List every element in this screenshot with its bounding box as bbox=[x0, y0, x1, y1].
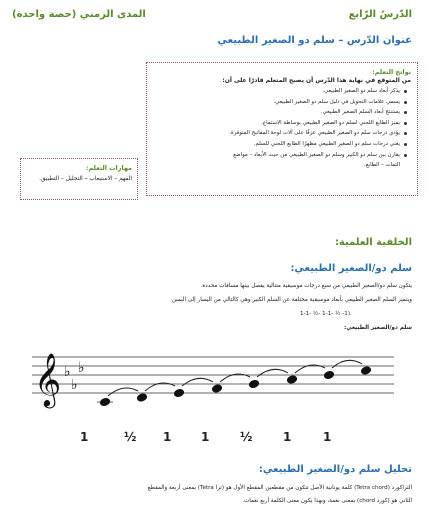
interval-steps bbox=[0, 430, 428, 446]
scale-notes bbox=[99, 365, 372, 407]
svg-text:♭: ♭ bbox=[78, 360, 85, 376]
interval-step: ½ bbox=[124, 430, 137, 444]
skills-heading: مهارات التعلم: bbox=[85, 164, 132, 172]
background-para1: يتكون سلم دو/الصغير الطبيعي من سبع درجات موسيقية متتالية يفصل بينها مسافات محددة. bbox=[200, 283, 412, 289]
interval-step: 1 bbox=[80, 430, 89, 444]
learning-skills-box bbox=[20, 158, 138, 200]
background-para2: ويتميز السلم الصغير الطبيعي بأبعاد موسيقية مختلفة عن السلم الكبير وهي كالتالي من اليسار إلى اليمين bbox=[171, 297, 412, 303]
interval-step: 1 bbox=[163, 430, 172, 444]
skills-text: الفهم – الاستيعاب – التحليل – التطبيق. bbox=[39, 176, 132, 182]
svg-text:♭: ♭ bbox=[64, 364, 71, 380]
outcome-item: يقارن بين سلم دو الكبير وسلم دو الصغير الطبيعي من حيث الأبعاد – مواضع bbox=[147, 150, 407, 161]
background-heading: الخلفية العلمية: bbox=[334, 237, 412, 248]
outcomes-heading: نواتج التعلم: bbox=[372, 68, 411, 76]
interval-step: 1 bbox=[283, 430, 292, 444]
staff-label: سلم دو/الصغير الطبيعي: bbox=[344, 325, 412, 331]
outcome-item: التمات – الطابع. bbox=[363, 162, 400, 169]
outcome-item: يذكر أبعاد سلم دو الصغير الطبيعي. bbox=[147, 86, 407, 97]
outcome-item: يؤدي درجات سلم دو الصغير الطبيعي عزفًا على آلات لوحة المفاتيح المتوفرة. bbox=[147, 128, 407, 139]
background-intervals: 1-1- ½- 1-1- ½ -1). bbox=[300, 311, 352, 317]
outcome-item: يميز الطابع اللحني لسلم دو الصغير الطبيعي بوساطة الاستماع. bbox=[147, 118, 407, 129]
outcomes-intro: من المتوقع في نهاية هذا الدّرس أن يصبح المتعلم قادرًا على أن: bbox=[222, 77, 411, 84]
analysis-line2: الثاني هو (كورد chord) بمعنى نغمة، وبهذا يكون معنى الكلمة أربع نغمات. bbox=[242, 498, 412, 504]
learning-outcomes-box bbox=[146, 62, 418, 196]
lesson-title: عنوان الدّرس – سلم دو الصغير الطبيعي bbox=[217, 35, 412, 46]
outcomes-list bbox=[147, 86, 417, 171]
analysis-line1: التراكورد (Tetra chord) كلمة يونانية الأصل تتكون من مقطعين المقطع الأول هو (ترا Tetra) بمعنى أربعة والمقطع bbox=[147, 485, 412, 491]
c-minor-scale-staff bbox=[28, 345, 400, 415]
outcome-item: يسمي علامات التحويل في دليل سلم دو الصغير الطبيعي. bbox=[147, 97, 407, 108]
interval-step: ½ bbox=[240, 430, 253, 444]
key-signature-flats bbox=[64, 360, 85, 393]
scale-heading: سلم دو/الصغير الطبيعي: bbox=[290, 263, 412, 274]
outcome-item: يغني درجات سلم دو الصغير الطبيعي مظهرًا الطابع اللحني للسلم. bbox=[147, 139, 407, 150]
interval-step: 1 bbox=[201, 430, 210, 444]
svg-text:♭: ♭ bbox=[71, 377, 78, 393]
lesson-duration: المدى الزمني (حصة واحدة) bbox=[12, 9, 146, 20]
interval-step: 1 bbox=[323, 430, 332, 444]
outcome-item: يستنتج أبعاد السلم الصغير الطبيعي. bbox=[147, 107, 407, 118]
analysis-heading: تحليل سلم دو/الصغير الطبيعي: bbox=[258, 464, 412, 475]
lesson-number: الدّرسُ الرّابع bbox=[348, 9, 412, 20]
treble-clef-icon: 𝄞 bbox=[34, 352, 62, 406]
